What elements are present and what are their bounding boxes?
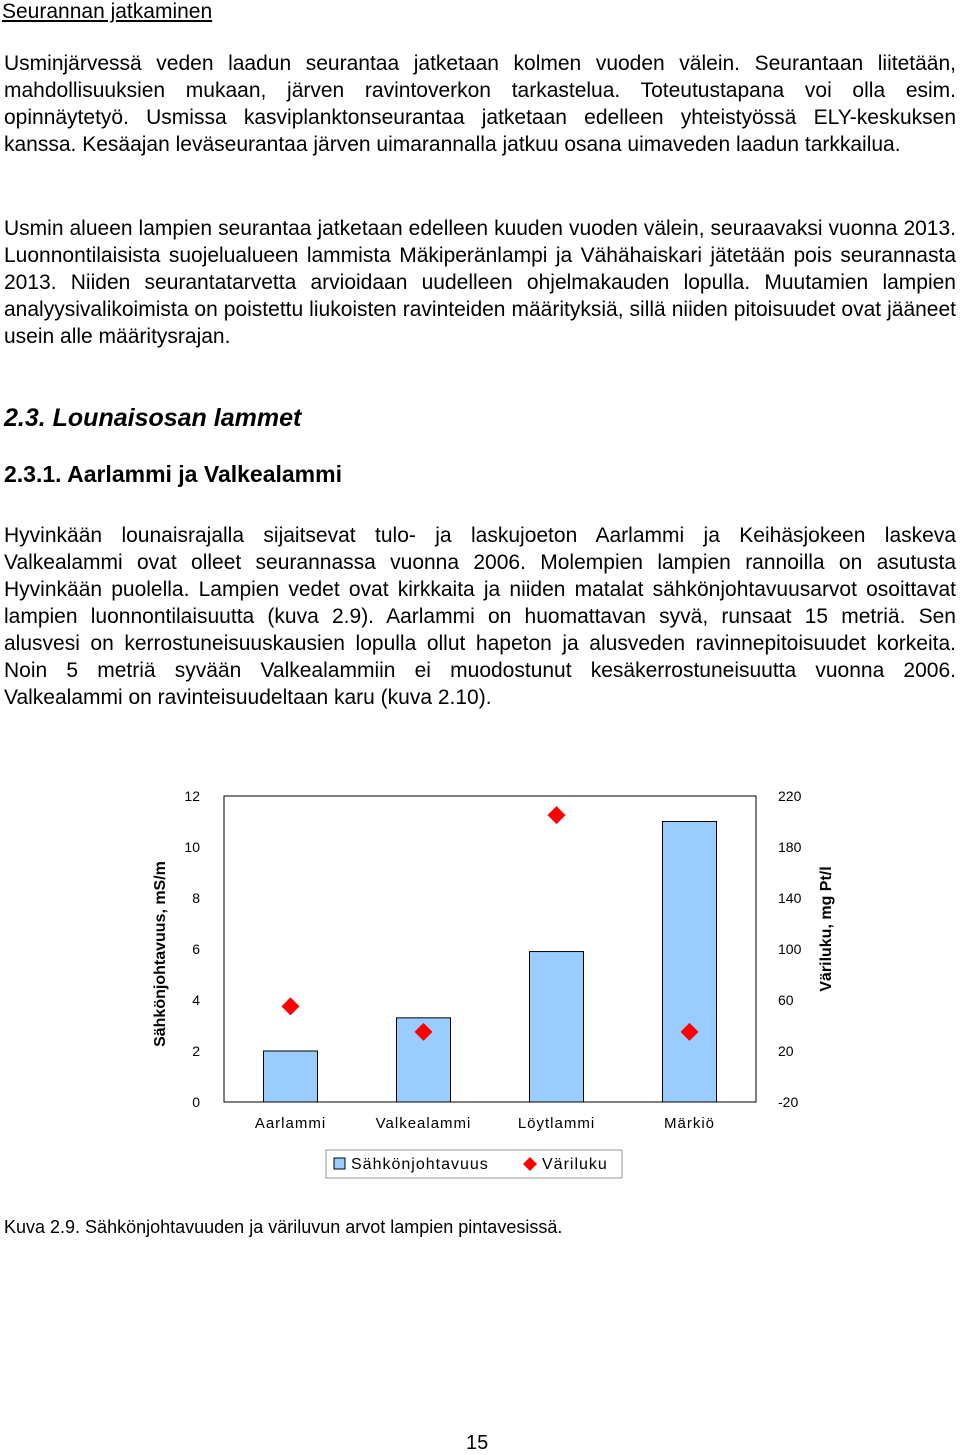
section-2-3-1-heading: 2.3.1. Aarlammi ja Valkealammi [4,461,342,487]
y-tick-label-left: 8 [192,890,200,906]
bar [663,822,717,1103]
y-tick-label-right: -20 [778,1094,799,1110]
page-number: 15 [466,1432,489,1454]
figure-caption: Kuva 2.9. Sähkönjohtavuuden ja väriluvun arvot lampien pintavesissä. [4,1217,563,1237]
y-tick-label-right: 180 [778,839,802,855]
legend-label: Sähkönjohtavuus [351,1156,489,1173]
section-heading: Seurannan jatkaminen [2,0,213,23]
conductivity-color-chart [140,780,860,1200]
legend-swatch-bar [334,1158,345,1169]
y-tick-label-right: 60 [778,992,794,1008]
bar [530,952,584,1102]
paragraph-3 [4,522,956,711]
y-tick-label-left: 10 [184,839,200,855]
category-label: Valkealammi [375,1115,472,1132]
y-axis-label-left: Sähkönjohtavuus, mS/m [152,861,169,1047]
y-axis-label-right: Väriluku, mg Pt/l [818,866,835,992]
category-label: Märkiö [663,1115,716,1132]
y-tick-label-left: 0 [192,1094,200,1110]
y-tick-label-left: 6 [192,941,200,957]
y-tick-label-left: 4 [192,992,200,1008]
paragraph-2-text: Usmin alueen lampien seurantaa jatketaan edelleen kuuden vuoden välein, seuraavaksi vuonna 2013. Luonnontilaisista suojelualueen lammista Mäkiperänlampi ja Vähähaiskari jätetään pois seurannasta 2013. Niiden seurantatarvetta arvioidaan uudelleen ohjelmakauden lopulla. Muutamien lampien analyysivalikoimista on poistettu liukoisten ravinteiden määrityksiä, sillä niiden pitoisuudet ovat jääneet usein alle määritysrajan. [4,217,956,348]
y-tick-label-right: 100 [778,941,802,957]
paragraph-1-text: Usminjärvessä veden laadun seurantaa jatketaan kolmen vuoden välein. Seurantaan liitetään, mahdollisuuksien mukaan, järven ravintoverkon tarkastelua. Toteutustapana voi olla esim. opinnäytetyö. Usmissa kasviplanktonseurantaa jatketaan edelleen yhteistyössä ELY-keskuksen kanssa. Kesäajan leväseurantaa järven uimarannalla jatkuu osana uimaveden laadun tarkkailua. [4,52,956,156]
paragraph-1 [4,50,956,158]
category-label: Löytlammi [517,1115,596,1132]
y-tick-label-right: 140 [778,890,802,906]
paragraph-2 [4,215,956,350]
paragraph-3-text: Hyvinkään lounaisrajalla sijaitsevat tulo- ja laskujoeton Aarlammi ja Keihäsjokeen laskeva Valkealammi ovat olleet seurannassa vuonna 2006. Molempien lampien rannoilla on asutusta Hyvinkään puolella. Lampien vedet ovat kirkkaita ja niiden matalat sähkönjohtavuusarvot osoittavat lampien luonnontilaisuutta (kuva 2.9). Aarlammi on huomattavan syvä, runsaat 15 metriä. Sen alusvesi on kerrostuneisuuskausien lopulla ollut hapeton ja alusveden ravinnepitoisuudet korkeita. Noin 5 metriä syvään Valkealammiin ei muodostunut kesäkerrostuneisuutta vuonna 2006. Valkealammi on ravinteisuudeltaan karu (kuva 2.10). [4,524,956,709]
category-label: Aarlammi [254,1115,327,1132]
bar [264,1051,318,1102]
y-tick-label-right: 220 [778,788,802,804]
y-tick-label-left: 12 [184,788,200,804]
y-tick-label-left: 2 [192,1043,200,1059]
section-2-3-heading: 2.3. Lounaisosan lammet [4,404,302,432]
y-tick-label-right: 20 [778,1043,794,1059]
marker-point [548,806,566,824]
legend-label: Väriluku [542,1156,608,1173]
marker-point [282,997,300,1015]
